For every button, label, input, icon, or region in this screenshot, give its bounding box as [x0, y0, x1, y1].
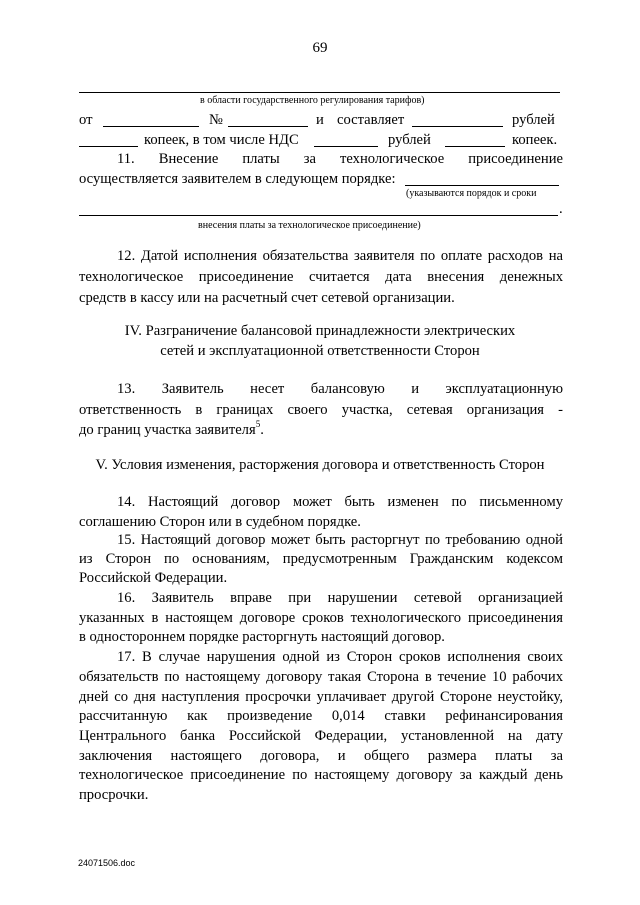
- clause-16-line: указанных в настоящем договоре сроков технологического присоединения: [79, 610, 563, 626]
- clause-16-line: в одностороннем порядке расторгнуть настоящий договор.: [79, 629, 445, 645]
- kopecks-vat-label: копеек, в том числе НДС: [144, 132, 299, 148]
- clause-17-line: просрочки.: [79, 787, 149, 803]
- clause-15-line: из Сторон по основаниям, предусмотренным Гражданским кодексом: [79, 551, 563, 567]
- clause-15-line: 15. Настоящий договор может быть расторгнут по требованию одной: [117, 532, 563, 548]
- blank-line: [79, 215, 558, 216]
- clause-11-line: 11. Внесение платы за технологическое присоединение: [117, 151, 563, 167]
- page-number: 69: [312, 40, 328, 56]
- section-4-title: сетей и эксплуатационной ответственности Сторон: [160, 343, 480, 359]
- rubles-label: рублей: [512, 112, 555, 128]
- blank-line: [103, 126, 199, 127]
- from-label: от: [79, 112, 93, 128]
- clause-17-line: технологическое присоединение по настоящему договору за каждый день: [79, 767, 563, 783]
- blank-line: [445, 146, 505, 147]
- number-sign: №: [209, 112, 223, 128]
- payment-caption: внесения платы за технологическое присоединение): [198, 220, 421, 231]
- clause-12-line: технологическое присоединение считается дата внесения денежных: [79, 269, 563, 285]
- clause-17-line: Центрального банка Российской Федерации, установленной на дату: [79, 728, 563, 744]
- clause-13-line: ответственность в границах своего участка, сетевая организация -: [79, 402, 563, 418]
- clause-17-line: заключения настоящего договора, и общего размера платы за: [79, 748, 563, 764]
- clause-14-line: 14. Настоящий договор может быть изменен по письменному: [117, 494, 563, 510]
- clause-13-line: 13. Заявитель несет балансовую и эксплуатационную: [117, 381, 563, 397]
- blank-line: [79, 92, 560, 93]
- clause-13-text: до границ участка заявителя: [79, 422, 256, 438]
- blank-line: [79, 146, 138, 147]
- amounts-to-label: составляет: [337, 112, 405, 128]
- clause-17-line: 17. В случае нарушения одной из Сторон сроков исполнения своих: [117, 649, 563, 665]
- clause-17-line: рассчитанную как произведение 0,014 ставки рефинансирования: [79, 708, 563, 724]
- blank-line: [314, 146, 378, 147]
- clause-12-line: 12. Датой исполнения обязательства заявителя по оплате расходов на: [117, 248, 563, 264]
- clause-12-line: средств в кассу или на расчетный счет сетевой организации.: [79, 290, 455, 306]
- clause-16-line: 16. Заявитель вправе при нарушении сетевой организацией: [117, 590, 563, 606]
- blank-line: [228, 126, 308, 127]
- blank-period: .: [559, 201, 563, 217]
- blank-line: [405, 185, 559, 186]
- clause-14-line: соглашению Сторон или в судебном порядке.: [79, 514, 361, 530]
- footnote-ref: 5: [255, 419, 261, 430]
- and-label: и: [316, 112, 324, 128]
- tariff-caption: в области государственного регулирования тарифов): [200, 95, 425, 106]
- section-5-title: V. Условия изменения, расторжения договора и ответственность Сторон: [95, 457, 545, 473]
- section-4-title: IV. Разграничение балансовой принадлежности электрических: [124, 323, 516, 339]
- clause-17-line: дней со дня наступления просрочки уплачивает другой Стороне неустойку,: [79, 689, 563, 705]
- clause-15-line: Российской Федерации.: [79, 570, 228, 586]
- clause-11-line: осуществляется заявителем в следующем порядке:: [79, 171, 396, 187]
- clause-13-last-line: [79, 420, 264, 441]
- clause-17-line: обязательств по настоящему договору такая Сторона в течение 10 рабочих: [79, 669, 563, 685]
- kopecks-label: копеек.: [512, 132, 558, 148]
- blank-line: [412, 126, 503, 127]
- file-name-footer: 24071506.doc: [78, 858, 136, 868]
- rubles-label: рублей: [388, 132, 431, 148]
- order-caption: (указываются порядок и сроки: [406, 188, 537, 199]
- clause-13-period: .: [260, 422, 264, 438]
